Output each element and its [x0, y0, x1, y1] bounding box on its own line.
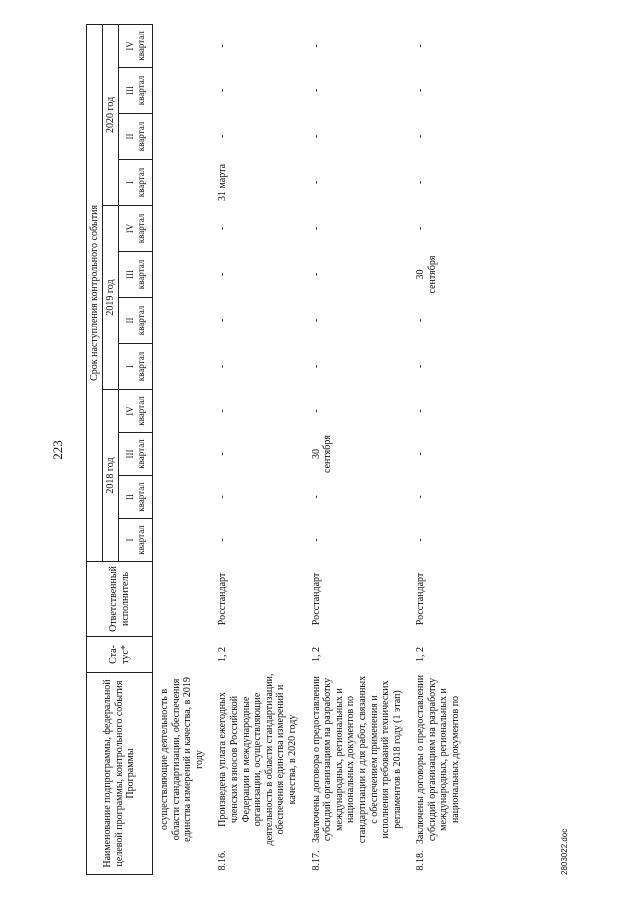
quarter-cell: - — [415, 364, 427, 369]
header-name: Наименование подпрограммы, федеральной целевой программы, контрольного события Программы — [87, 672, 153, 874]
header-year-2020: 2020 год — [103, 24, 119, 205]
quarter-cell: - — [310, 538, 322, 542]
quarter-header: III квартал — [119, 432, 153, 475]
quarter-cell: 30 сентября — [310, 435, 334, 473]
program-table — [86, 24, 462, 875]
header-executor: Ответственный исполнитель — [87, 561, 153, 636]
footer-filename: 2803022.doc — [560, 828, 569, 875]
quarter-cell: - — [310, 364, 322, 369]
quarter-cell: - — [217, 134, 229, 139]
table-row — [205, 24, 298, 874]
quarter-header: IV квартал — [119, 389, 153, 432]
quarter-cell — [153, 251, 206, 297]
row-number: 8.16. — [217, 850, 229, 871]
quarter-header: IV квартал — [119, 24, 153, 67]
row-name: Произведена уплата ежегодных членских взносов Российской Федерации в международные организации, осуществляющие деятельность в области стандартизации, обеспечения единства измерений и качества, в 2020 году — [217, 673, 298, 846]
quarter-cell: - — [415, 318, 427, 323]
row-number — [153, 847, 206, 875]
row-status: 1, 2 — [217, 646, 229, 662]
table-header — [87, 24, 153, 874]
quarter-cell: - — [217, 452, 229, 456]
row-status: 1, 2 — [310, 646, 322, 662]
quarter-header: III квартал — [119, 251, 153, 297]
quarter-cell: 30 сентября — [415, 255, 438, 294]
quarter-cell: 31 марта — [217, 163, 229, 201]
quarter-header: I квартал — [119, 159, 153, 205]
quarter-header: I квартал — [119, 518, 153, 561]
quarter-cell: - — [310, 495, 322, 499]
quarter-cell: - — [217, 495, 229, 499]
quarter-cell: - — [415, 226, 427, 231]
quarter-cell: - — [217, 409, 229, 413]
row-executor: Росстандарт — [415, 572, 427, 626]
page-number: 223 — [50, 440, 65, 460]
table-row — [299, 24, 404, 874]
table-body — [153, 24, 462, 874]
quarter-header: II квартал — [119, 113, 153, 159]
quarter-header: I квартал — [119, 343, 153, 389]
quarter-cell — [153, 389, 206, 432]
row-status: 1, 2 — [415, 646, 427, 662]
quarter-cell: - — [415, 88, 427, 93]
quarter-cell: - — [310, 134, 322, 139]
quarter-cell: - — [217, 538, 229, 542]
quarter-cell — [153, 343, 206, 389]
quarter-cell — [153, 475, 206, 518]
row-executor — [153, 561, 206, 636]
quarter-cell: - — [217, 44, 229, 48]
quarter-cell: - — [310, 409, 322, 413]
quarter-header: III квартал — [119, 67, 153, 113]
quarter-cell — [153, 297, 206, 343]
quarter-cell: - — [415, 409, 427, 413]
quarter-header: II квартал — [119, 297, 153, 343]
quarter-cell: - — [310, 180, 322, 185]
row-name: осуществляющие деятельность в области стандартизации, обеспечения единства измерений и качества, в 2019 году — [159, 677, 205, 842]
quarter-cell: - — [310, 272, 322, 277]
quarter-cell: - — [310, 318, 322, 323]
quarter-header: IV квартал — [119, 205, 153, 251]
quarter-cell: - — [415, 180, 427, 185]
row-executor: Росстандарт — [310, 572, 322, 626]
row-executor: Росстандарт — [217, 572, 229, 626]
quarter-cell — [153, 205, 206, 251]
rotated-page — [48, 25, 588, 875]
quarter-cell: - — [415, 538, 427, 542]
row-number: 8.17. — [310, 850, 322, 871]
header-status: Ста-тус* — [87, 636, 153, 672]
quarter-cell: - — [415, 495, 427, 499]
quarter-cell: - — [310, 88, 322, 93]
header-year-2019: 2019 год — [103, 205, 119, 389]
quarter-cell: - — [217, 226, 229, 231]
header-deadline: Срок наступления контрольного события — [87, 24, 103, 561]
header-year-2018: 2018 год — [103, 389, 119, 561]
quarter-cell — [153, 113, 206, 159]
table-row — [153, 24, 206, 874]
row-name: Заключены договоры о предоставлении субсидий организациям на разработку международных, региональных и национальных документов по — [415, 674, 462, 845]
table-row — [403, 24, 461, 874]
quarter-cell: - — [415, 44, 427, 48]
quarter-header: II квартал — [119, 475, 153, 518]
quarter-cell — [153, 518, 206, 561]
quarter-cell: - — [217, 88, 229, 93]
quarter-cell: - — [217, 364, 229, 369]
quarter-cell — [153, 24, 206, 67]
quarter-cell: - — [310, 44, 322, 48]
quarter-cell: - — [310, 226, 322, 231]
row-name: Заключены договора о предоставлении субсидий организациям на разработку международных, региональных и национальных документов по стандартизации и для работ, связанных с обеспечением применения и исполнения требований технических регламентов в 2018 году (1 этап) — [310, 675, 403, 844]
quarter-cell: - — [415, 134, 427, 139]
quarter-cell — [153, 432, 206, 475]
quarter-cell — [153, 159, 206, 205]
quarter-cell: - — [217, 272, 229, 277]
quarter-cell — [153, 67, 206, 113]
row-status — [153, 636, 206, 672]
quarter-cell: - — [217, 318, 229, 323]
row-number: 8.18. — [415, 850, 427, 871]
quarter-cell: - — [415, 452, 427, 456]
